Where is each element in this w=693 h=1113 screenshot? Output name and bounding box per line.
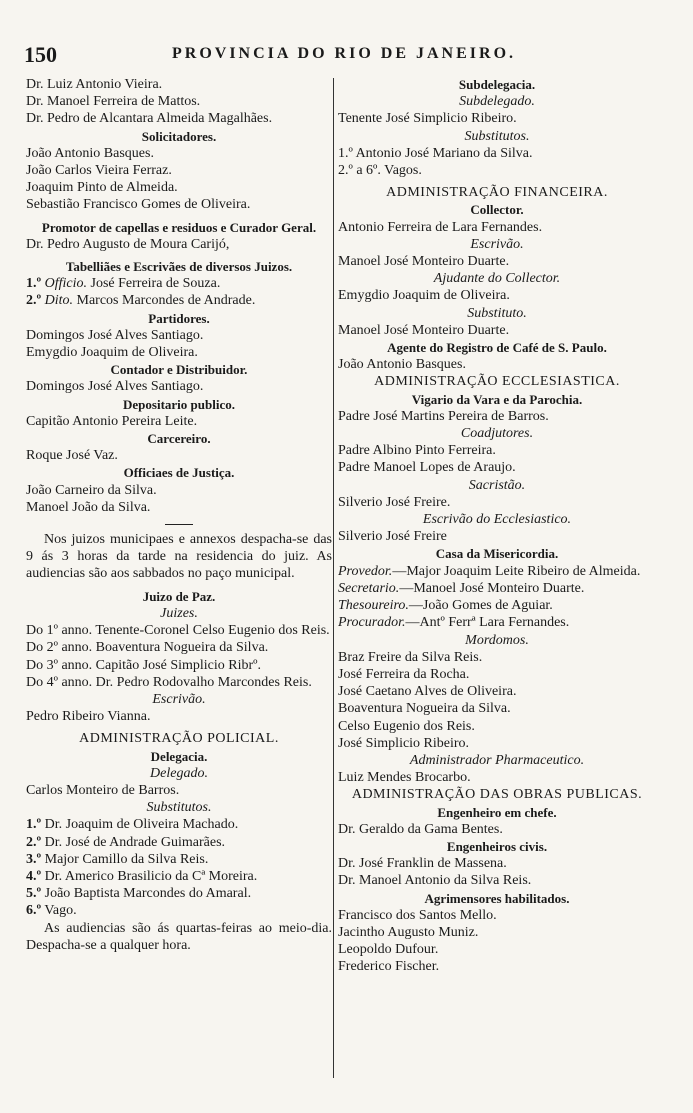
entry-line: Do 3º anno. Capitão José Simplicio Ribrº. <box>26 657 261 673</box>
entry-line: José Simplicio Ribeiro. <box>338 735 470 751</box>
entry-name: —Manoel José Monteiro Duarte. <box>399 580 585 596</box>
entry-line: Manoel José Monteiro Duarte. <box>338 254 510 270</box>
entry-line: Dr. Manoel Ferreira de Mattos. <box>26 94 201 110</box>
subsection-label: Substitutos. <box>146 800 212 816</box>
entry-label: Procurador. <box>338 615 406 631</box>
column-rule <box>333 78 334 1078</box>
entry-line: Antonio Ferreira de Lara Fernandes. <box>338 219 543 235</box>
entry-line: Silverio José Freire <box>338 529 447 545</box>
entry-line <box>338 614 656 631</box>
entry-line <box>338 563 656 580</box>
subsection-label: Escrivão. <box>152 691 206 707</box>
entry-name: Dr. José de Andrade Guimarães. <box>44 834 226 850</box>
subsection-label: Substitutos. <box>464 128 530 144</box>
entry-label: Secretario. <box>338 580 400 596</box>
administration-title: ADMINISTRAÇÃO ECCLESIASTICA. <box>374 374 620 390</box>
section-heading: Delegacia. <box>150 748 208 764</box>
subsection-label: Administrador Pharmaceutico. <box>409 752 585 768</box>
entry-line: João Carneiro da Silva. <box>26 482 157 498</box>
entry-name: Vago. <box>44 903 77 919</box>
entry-line: Pedro Ribeiro Vianna. <box>26 709 151 725</box>
entry-line: José Caetano Alves de Oliveira. <box>338 684 517 700</box>
ordinal: 1.º <box>26 817 42 833</box>
entry-name: Marcos Marcondes de Andrade. <box>76 293 256 309</box>
entry-line: João Antonio Basques. <box>26 145 154 161</box>
subsection-label: Juizes. <box>160 605 198 621</box>
entry-name: —Antº Ferrª Lara Fernandes. <box>405 615 570 631</box>
entry-line: Emygdio Joaquim de Oliveira. <box>338 288 510 304</box>
entry-line: João Antonio Basques. <box>338 357 466 373</box>
subsection-label: Substituto. <box>467 305 527 321</box>
entry-line: Dr. Pedro Augusto de Moura Carijó, <box>26 236 230 252</box>
entry-line: Do 4º anno. Dr. Pedro Rodovalho Marcondes Reis. <box>26 674 312 690</box>
administration-title: ADMINISTRAÇÃO FINANCEIRA. <box>386 185 608 201</box>
administration-title: ADMINISTRAÇÃO POLICIAL. <box>79 731 279 747</box>
section-heading: Carcereiro. <box>147 431 211 447</box>
left-column <box>26 76 332 954</box>
right-column <box>338 76 656 976</box>
entry-line <box>26 851 332 868</box>
entry-line <box>338 580 656 597</box>
entry-name: Dr. Americo Brasilicio da Cª Moreira. <box>44 868 258 884</box>
entry-label: Dito. <box>44 293 74 309</box>
entry-line: Silverio José Freire. <box>338 494 451 510</box>
entry-line <box>26 902 332 919</box>
entry-line: Dr. Luiz Antonio Vieira. <box>26 77 163 92</box>
ordinal: 3.º <box>26 851 42 867</box>
entry-name: Dr. Joaquim de Oliveira Machado. <box>44 817 239 833</box>
subsection-label: Sacristão. <box>468 477 526 493</box>
entry-line <box>338 597 656 614</box>
subsection-label: Escrivão do Ecclesiastico. <box>422 512 572 528</box>
entry-line: Manoel José Monteiro Duarte. <box>338 322 510 338</box>
entry-line: 2.º a 6º. Vagos. <box>338 163 422 179</box>
closing-paragraph: As audiencias são ás quartas-feiras ao meio-dia. Despacha-se a qualquer hora. <box>26 920 332 953</box>
entry-line: Padre Albino Pinto Ferreira. <box>338 443 496 459</box>
entry-line: Dr. Geraldo da Gama Bentes. <box>338 821 503 837</box>
ordinal: 2.º <box>26 834 42 850</box>
entry-line: Emygdio Joaquim de Oliveira. <box>26 345 198 361</box>
entry-line: Jacintho Augusto Muniz. <box>338 924 479 940</box>
administration-title: ADMINISTRAÇÃO DAS OBRAS PUBLICAS. <box>351 787 643 803</box>
entry-line: Padre José Martins Pereira de Barros. <box>338 408 549 424</box>
entry-line: Joaquim Pinto de Almeida. <box>26 180 178 196</box>
ordinal: 6.º <box>26 903 42 919</box>
entry-line: Carlos Monteiro de Barros. <box>26 782 180 798</box>
subsection-label: Subdelegado. <box>459 94 535 110</box>
section-heading: Agente do Registro de Café de S. Paulo. <box>387 340 607 356</box>
section-heading: Vigario da Vara e da Parochia. <box>411 391 583 407</box>
section-heading: Depositario publico. <box>123 396 235 412</box>
entry-line: Do 1º anno. Tenente-Coronel Celso Eugenio dos Reis. <box>26 623 330 639</box>
section-heading: Engenheiros civis. <box>446 838 548 854</box>
entry-name: Major Camillo da Silva Reis. <box>44 851 209 867</box>
entry-line: 1.º Antonio José Mariano da Silva. <box>338 145 533 161</box>
entry-line <box>26 885 332 902</box>
entry-line: Tenente José Simplicio Ribeiro. <box>338 111 517 127</box>
section-heading: Officiaes de Justiça. <box>123 465 235 481</box>
entry-line: Capitão Antonio Pereira Leite. <box>26 413 198 429</box>
entry-line: Dr. Pedro de Alcantara Almeida Magalhães. <box>26 111 273 127</box>
entry-line: João Carlos Vieira Ferraz. <box>26 163 172 179</box>
entry-name: José Ferreira de Souza. <box>90 276 221 292</box>
section-heading: Agrimensores habilitados. <box>424 890 570 906</box>
entry-line: Domingos José Alves Santiago. <box>26 379 204 395</box>
entry-name: —João Gomes de Aguiar. <box>408 598 553 614</box>
page-number: 150 <box>24 42 57 67</box>
entry-line: Luiz Mendes Brocarbo. <box>338 770 471 786</box>
entry-line: Francisco dos Santos Mello. <box>338 907 497 923</box>
ordinal: 2.º <box>26 293 42 309</box>
entry-line: Leopoldo Dufour. <box>338 942 439 958</box>
running-title: PROVINCIA DO RIO DE JANEIRO. <box>171 45 517 62</box>
ordinal: 4.º <box>26 868 42 884</box>
entry-line: Dr. José Franklin de Massena. <box>338 856 507 872</box>
subsection-label: Ajudante do Collector. <box>433 271 561 287</box>
ordinal: 5.º <box>26 886 42 902</box>
entry-line <box>26 292 332 309</box>
entry-line: Do 2º anno. Boaventura Nogueira da Silva. <box>26 640 269 656</box>
hours-paragraph: Nos juizos municipaes e annexos despacha-se das 9 ás 3 horas da tarde na residencia do juiz. As audiencias são aos sabbados no paço municipal. <box>26 532 332 582</box>
subsection-label: Mordomos. <box>465 632 529 648</box>
entry-line: Sebastião Francisco Gomes de Oliveira. <box>26 197 251 213</box>
section-heading: Tabelliães e Escrivães de diversos Juizos. <box>65 259 293 275</box>
section-heading: Collector. <box>470 202 524 218</box>
entry-line: Roque José Vaz. <box>26 448 118 464</box>
section-heading: Juizo de Paz. <box>142 588 216 604</box>
section-heading: Solicitadores. <box>141 128 217 144</box>
entry-line: Domingos José Alves Santiago. <box>26 327 204 343</box>
entry-line: Dr. Manoel Antonio da Silva Reis. <box>338 873 532 889</box>
subsection-label: Delegado. <box>150 765 208 781</box>
entry-line: Frederico Fischer. <box>338 959 440 975</box>
entry-line <box>26 868 332 885</box>
entry-line: Boaventura Nogueira da Silva. <box>338 701 511 717</box>
subsection-label: Coadjutores. <box>460 426 534 442</box>
entry-line: Padre Manoel Lopes de Araujo. <box>338 460 516 476</box>
subsection-label: Escrivão. <box>470 236 524 252</box>
entry-label: Thesoureiro. <box>338 598 409 614</box>
section-heading: Subdelegacia. <box>458 77 536 92</box>
entry-line: Manoel João da Silva. <box>26 499 151 515</box>
section-heading: Contador e Distribuidor. <box>110 362 248 378</box>
section-heading: Engenheiro em chefe. <box>437 804 557 820</box>
entry-name: —Major Joaquim Leite Ribeiro de Almeida. <box>392 563 641 579</box>
separator-dash <box>165 524 193 525</box>
entry-line <box>26 275 332 292</box>
page-header <box>24 42 664 70</box>
entry-line: Celso Eugenio dos Reis. <box>338 718 475 734</box>
entry-line <box>26 834 332 851</box>
section-heading: Casa da Misericordia. <box>435 546 559 562</box>
section-heading: Promotor de capellas e residuos e Curador Geral. <box>41 219 317 235</box>
ordinal: 1.º <box>26 276 42 292</box>
entry-name: João Baptista Marcondes do Amaral. <box>44 886 252 902</box>
entry-line: José Ferreira da Rocha. <box>338 666 470 682</box>
section-heading: Partidores. <box>148 310 210 326</box>
entry-line <box>26 816 332 833</box>
entry-line: Braz Freire da Silva Reis. <box>338 649 483 665</box>
entry-label: Provedor. <box>338 563 393 579</box>
entry-label: Officio. <box>44 276 88 292</box>
